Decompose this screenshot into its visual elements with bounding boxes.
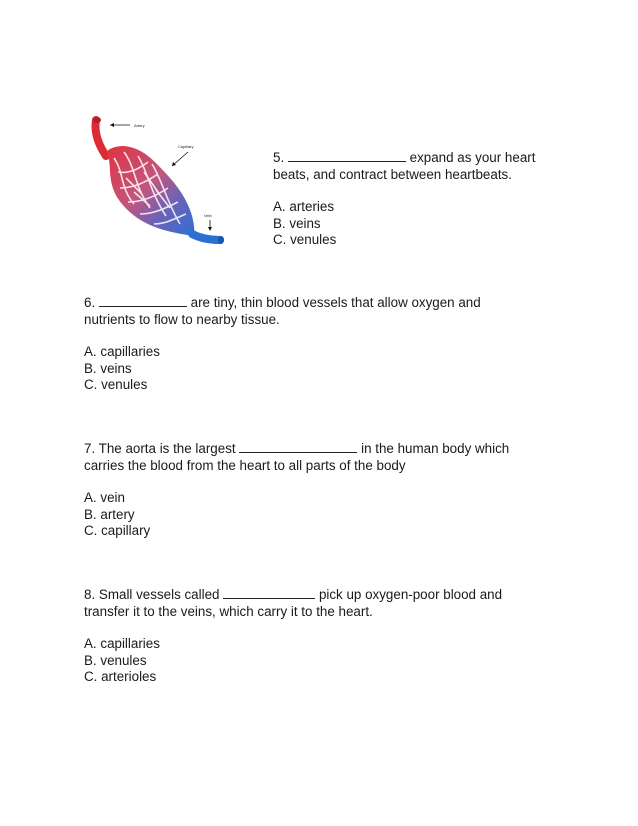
- question-6: [84, 293, 481, 394]
- question-7-line-2: carries the blood from the heart to all parts of the body: [84, 457, 406, 473]
- question-5-line-2: beats, and contract between heartbeats.: [273, 166, 512, 182]
- question-7-options: [84, 490, 509, 540]
- artery-shape: [95, 120, 106, 156]
- question-8-number: 8.: [84, 587, 96, 602]
- question-6-options: [84, 344, 481, 394]
- capillary-bed-shape: [106, 146, 194, 236]
- option: B. venules: [84, 652, 147, 668]
- question-6-number: 6.: [84, 295, 96, 310]
- capillary-bed-illustration: [84, 112, 234, 252]
- question-5-text: expand as your heart: [409, 150, 536, 165]
- option: A. vein: [84, 490, 125, 505]
- option: C. venules: [273, 232, 337, 247]
- option: A. capillaries: [84, 344, 160, 359]
- artery-label: Artery: [134, 123, 145, 128]
- question-5-blank[interactable]: [288, 148, 406, 162]
- question-7-blank[interactable]: [239, 439, 357, 453]
- vein-label: Vein: [204, 213, 212, 218]
- question-5-line-1: [273, 148, 535, 167]
- option: C. capillary: [84, 523, 151, 538]
- question-7: [84, 439, 509, 540]
- question-7-text-end: in the human body which: [361, 441, 510, 456]
- capillary-label: Capillary: [178, 144, 194, 149]
- question-6-blank[interactable]: [99, 293, 187, 307]
- question-6-line-1: [84, 293, 481, 312]
- option: B. artery: [84, 506, 135, 522]
- question-8-text-start: Small vessels called: [98, 587, 220, 602]
- option: A. capillaries: [84, 636, 160, 651]
- question-8-line-1: [84, 585, 502, 604]
- question-7-number: 7.: [84, 441, 96, 456]
- question-6-line-2: nutrients to flow to nearby tissue.: [84, 311, 280, 327]
- option: C. arterioles: [84, 669, 157, 684]
- capillary-bed-figure: [84, 112, 234, 252]
- question-7-text-start: The aorta is the largest: [98, 441, 236, 456]
- question-8-line-2: transfer it to the veins, which carry it to the heart.: [84, 603, 373, 619]
- option: B. veins: [84, 360, 132, 376]
- vein-shape: [192, 234, 220, 240]
- question-8-text-end: pick up oxygen-poor blood and: [318, 587, 503, 602]
- question-8-options: [84, 636, 502, 686]
- option: C. venules: [84, 377, 148, 392]
- question-5-options: [273, 199, 535, 249]
- question-8: [84, 585, 502, 686]
- question-7-line-1: [84, 439, 509, 458]
- question-5-number: 5.: [273, 150, 285, 165]
- option: B. veins: [273, 215, 321, 231]
- option: A. arteries: [273, 199, 335, 214]
- question-5: [273, 148, 535, 249]
- question-8-blank[interactable]: [223, 585, 315, 599]
- question-6-text: are tiny, thin blood vessels that allow oxygen and: [190, 295, 481, 310]
